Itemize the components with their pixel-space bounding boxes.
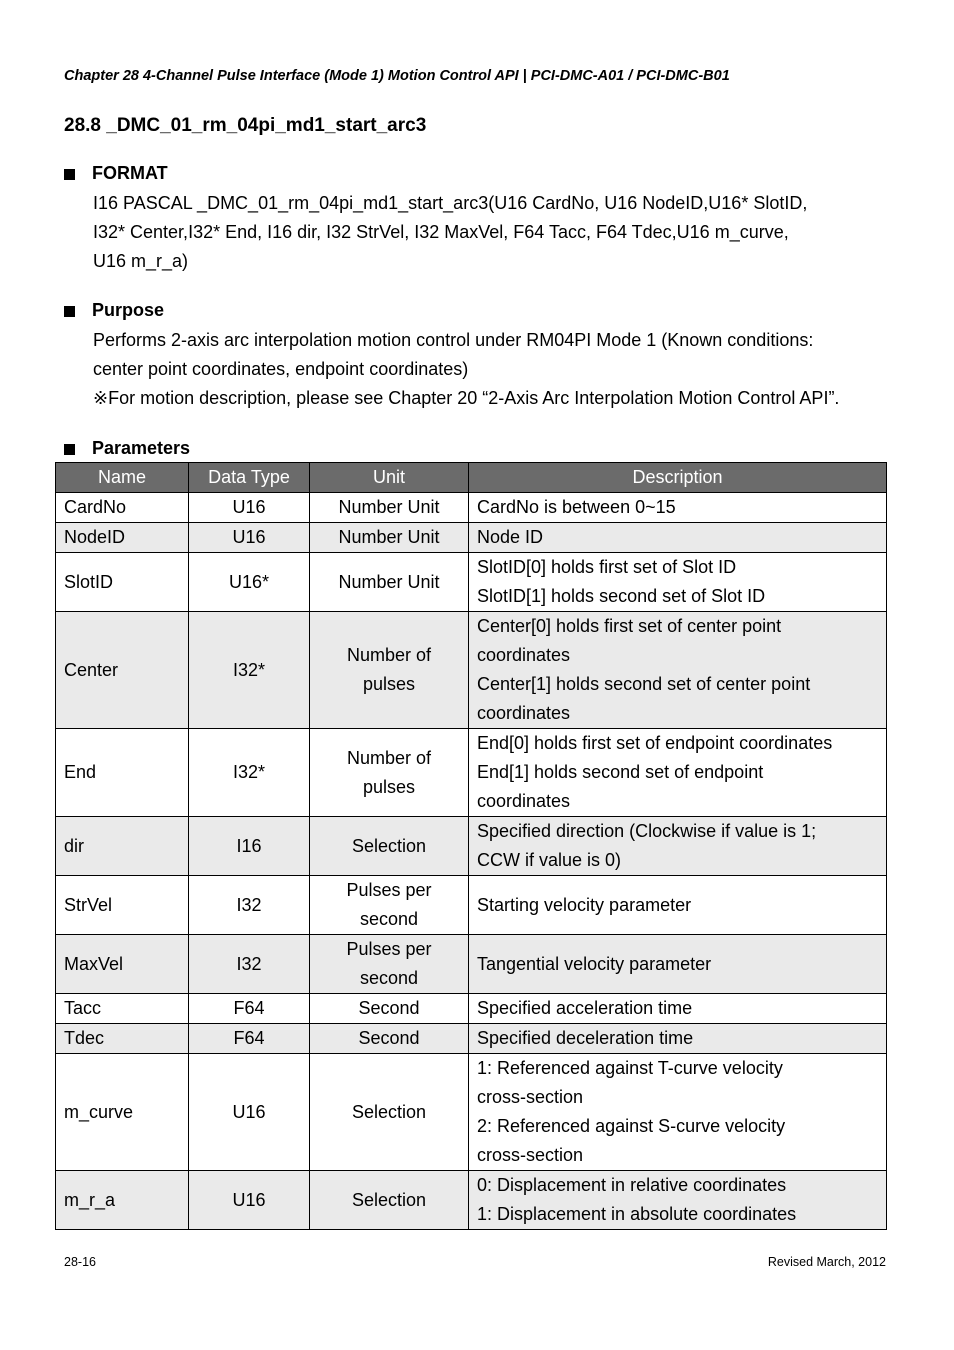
table-row	[56, 876, 887, 935]
param-unit-cell	[310, 1171, 469, 1230]
param-name-cell: dir	[56, 817, 189, 876]
param-description-cell	[469, 935, 887, 994]
column-header-unit: Unit	[310, 463, 469, 493]
param-name-cell: Tacc	[56, 994, 189, 1024]
param-unit-line: Selection	[351, 835, 427, 856]
purpose-heading	[64, 300, 164, 321]
param-description-line: SlotID[1] holds second set of Slot ID	[477, 586, 766, 606]
param-unit-cell	[310, 493, 469, 523]
param-unit-cell	[310, 935, 469, 994]
format-heading-label: FORMAT	[92, 163, 168, 183]
param-unit-cell	[310, 612, 469, 729]
param-unit-line: Selection	[351, 1189, 427, 1210]
param-description-cell	[469, 612, 887, 729]
param-description-line: End[1] holds second set of endpoint	[477, 762, 764, 782]
param-name-cell: CardNo	[56, 493, 189, 523]
param-description-line: Starting velocity parameter	[477, 894, 692, 915]
param-name-cell: Tdec	[56, 1024, 189, 1054]
param-unit-line: Selection	[351, 1101, 427, 1122]
table-row	[56, 1171, 887, 1230]
param-name-cell: StrVel	[56, 876, 189, 935]
param-description-line: End[0] holds first set of endpoint coordinates	[477, 733, 833, 753]
table-row	[56, 523, 887, 553]
param-description-line: Tangential velocity parameter	[477, 953, 712, 974]
table-row	[56, 729, 887, 817]
purpose-heading-label: Purpose	[92, 300, 165, 320]
param-description-line: Center[1] holds second set of center point	[477, 674, 811, 694]
param-type-cell: U16	[189, 1171, 310, 1230]
purpose-text	[93, 326, 839, 413]
param-type-cell: I16	[189, 817, 310, 876]
format-line: U16 m_r_a)	[93, 251, 189, 271]
section-title: 28.8 _DMC_01_rm_04pi_md1_start_arc3	[64, 115, 427, 136]
chapter-header: Chapter 28 4-Channel Pulse Interface (Mode 1) Motion Control API | PCI-DMC-A01 / PCI-DMC-B01	[64, 68, 730, 84]
column-header-data-type: Data Type	[189, 463, 310, 493]
bullet-square-icon	[64, 169, 75, 180]
param-unit-line: Number of	[346, 747, 432, 768]
parameters-heading-label: Parameters	[92, 438, 191, 458]
param-unit-line: second	[359, 968, 419, 988]
param-unit-cell	[310, 729, 469, 817]
parameters-table	[55, 462, 887, 1230]
table-row	[56, 553, 887, 612]
column-header-name: Name	[56, 463, 189, 493]
param-description-line: coordinates	[477, 703, 571, 723]
param-type-cell: F64	[189, 1024, 310, 1054]
param-description-line: cross-section	[477, 1087, 584, 1107]
column-header-description: Description	[469, 463, 887, 493]
param-description-cell	[469, 493, 887, 523]
format-line: I16 PASCAL _DMC_01_rm_04pi_md1_start_arc3(U16 CardNo, U16 NodeID,U16* SlotID,	[93, 193, 808, 213]
param-type-cell: I32*	[189, 612, 310, 729]
param-description-cell	[469, 553, 887, 612]
param-unit-line: Number Unit	[338, 571, 440, 592]
param-description-line: coordinates	[477, 791, 571, 811]
param-unit-cell	[310, 1054, 469, 1171]
param-unit-cell	[310, 994, 469, 1024]
table-row	[56, 817, 887, 876]
param-name-cell: MaxVel	[56, 935, 189, 994]
table-row	[56, 493, 887, 523]
param-unit-cell	[310, 876, 469, 935]
purpose-line: Performs 2-axis arc interpolation motion control under RM04PI Mode 1 (Known conditions:	[93, 330, 814, 350]
param-unit-line: Second	[358, 1028, 420, 1048]
purpose-line: center point coordinates, endpoint coordinates)	[93, 359, 469, 379]
table-header-row	[56, 463, 887, 493]
param-description-cell	[469, 1054, 887, 1171]
param-unit-line: pulses	[362, 674, 416, 694]
param-type-cell: I32	[189, 935, 310, 994]
param-description-line: cross-section	[477, 1145, 584, 1165]
param-description-line: Specified direction (Clockwise if value is 1;	[477, 821, 817, 841]
table-row	[56, 994, 887, 1024]
param-type-cell: F64	[189, 994, 310, 1024]
param-type-cell: I32	[189, 876, 310, 935]
param-unit-cell	[310, 1024, 469, 1054]
param-description-line: Node ID	[477, 527, 544, 547]
param-name-cell: m_curve	[56, 1054, 189, 1171]
param-unit-line: pulses	[362, 776, 416, 797]
param-unit-line: Number of	[346, 645, 432, 665]
param-unit-line: Second	[358, 998, 420, 1018]
table-row	[56, 1054, 887, 1171]
bullet-square-icon	[64, 444, 75, 455]
table-row	[56, 1024, 887, 1054]
parameters-table-body	[56, 493, 887, 1230]
table-row	[56, 935, 887, 994]
param-type-cell: I32*	[189, 729, 310, 817]
param-description-line: SlotID[0] holds first set of Slot ID	[477, 557, 737, 577]
param-type-cell: U16	[189, 493, 310, 523]
param-description-line: coordinates	[477, 645, 571, 665]
param-description-cell	[469, 994, 887, 1024]
param-name-cell: NodeID	[56, 523, 189, 553]
param-unit-cell	[310, 817, 469, 876]
param-unit-line: Pulses per	[346, 939, 432, 959]
page-number: 28-16	[64, 1255, 96, 1269]
param-description-cell	[469, 1024, 887, 1054]
format-heading	[64, 163, 168, 184]
parameters-heading	[64, 438, 190, 459]
param-unit-cell	[310, 553, 469, 612]
format-text	[93, 189, 807, 276]
param-name-cell: m_r_a	[56, 1171, 189, 1230]
param-description-cell	[469, 1171, 887, 1230]
param-unit-line: Number Unit	[338, 527, 440, 547]
param-description-cell	[469, 729, 887, 817]
param-type-cell: U16*	[189, 553, 310, 612]
param-description-line: Specified deceleration time	[477, 1028, 694, 1048]
param-description-line: CCW if value is 0)	[477, 850, 622, 870]
param-description-line: 0: Displacement in relative coordinates	[477, 1175, 787, 1195]
table-row	[56, 612, 887, 729]
revision-date: Revised March, 2012	[767, 1255, 886, 1269]
param-unit-line: Pulses per	[346, 880, 432, 900]
param-description-line: 1: Referenced against T-curve velocity	[477, 1058, 783, 1078]
param-description-line: 2: Referenced against S-curve velocity	[477, 1116, 786, 1136]
param-description-line: CardNo is between 0~15	[477, 497, 676, 517]
param-unit-line: second	[359, 909, 419, 929]
param-type-cell: U16	[189, 523, 310, 553]
purpose-note: ※For motion description, please see Chapter 20 “2-Axis Arc Interpolation Motion Control API”.	[93, 388, 840, 408]
param-type-cell: U16	[189, 1054, 310, 1171]
param-description-cell	[469, 817, 887, 876]
param-description-cell	[469, 523, 887, 553]
param-description-line: Specified acceleration time	[477, 998, 693, 1018]
param-name-cell: SlotID	[56, 553, 189, 612]
bullet-square-icon	[64, 306, 75, 317]
param-description-cell	[469, 876, 887, 935]
param-unit-cell	[310, 523, 469, 553]
param-name-cell: End	[56, 729, 189, 817]
format-line: I32* Center,I32* End, I16 dir, I32 StrVel, I32 MaxVel, F64 Tacc, F64 Tdec,U16 m_curve,	[93, 222, 789, 242]
param-description-line: 1: Displacement in absolute coordinates	[477, 1204, 797, 1224]
param-name-cell: Center	[56, 612, 189, 729]
param-unit-line: Number Unit	[338, 497, 440, 517]
param-description-line: Center[0] holds first set of center point	[477, 616, 782, 636]
